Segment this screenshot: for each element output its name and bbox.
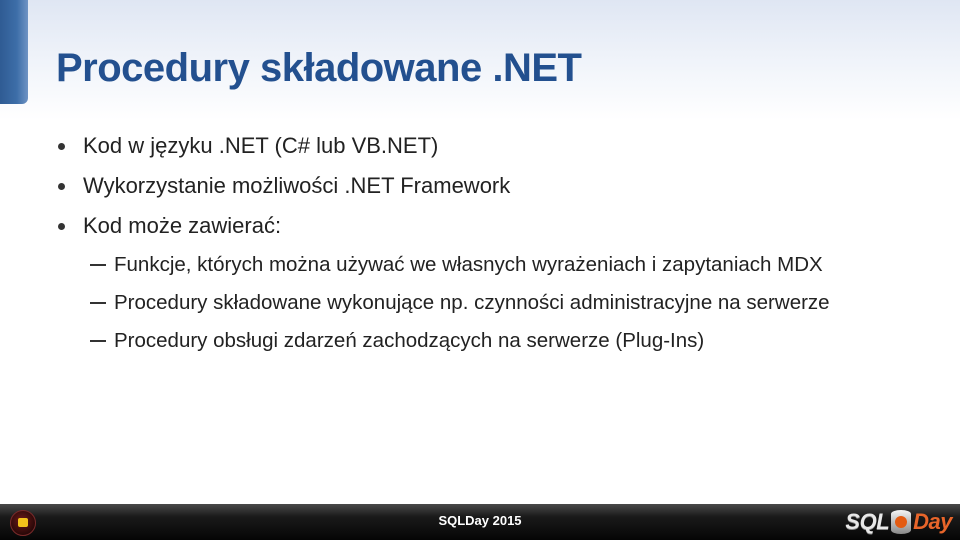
bullet-dot-icon [58, 223, 65, 230]
sub-bullet-item [56, 326, 894, 356]
footer-center-text: SQLDay 2015 [438, 513, 522, 528]
sub-bullet-item [56, 288, 894, 318]
sqlday-logo [845, 504, 952, 540]
dash-icon [90, 264, 106, 266]
sub-bullet-text: Procedury obsługi zdarzeń zachodzących na serwerze (Plug-Ins) [114, 329, 705, 352]
bullet-item [56, 212, 916, 356]
bullet-item [56, 132, 916, 160]
bullet-text: Wykorzystanie możliwości .NET Framework [83, 173, 511, 198]
sub-bullet-text: Procedury składowane wykonujące np. czynności administracyjne na serwerze [114, 291, 830, 314]
logo-sql-text: SQL [845, 509, 890, 534]
sub-bullet-item [56, 250, 894, 280]
bullet-text: Kod w języku .NET (C# lub VB.NET) [83, 133, 439, 158]
logo-day-text: Day [913, 509, 952, 534]
dash-icon [90, 302, 106, 304]
sub-bullet-text: Funkcje, których można używać we własnych wyrażeniach i zapytaniach MDX [114, 253, 823, 276]
bullet-item [56, 172, 916, 200]
slide-title: Procedury składowane .NET [56, 46, 582, 90]
bullet-dot-icon [58, 143, 65, 150]
sub-bullet-list [56, 250, 916, 356]
footer-bar [0, 504, 960, 540]
bullet-list [56, 132, 916, 368]
database-disk-icon [891, 510, 911, 534]
bullet-text: Kod może zawierać: [83, 213, 282, 238]
title-accent-bar [0, 0, 28, 104]
bullet-dot-icon [58, 183, 65, 190]
dash-icon [90, 340, 106, 342]
